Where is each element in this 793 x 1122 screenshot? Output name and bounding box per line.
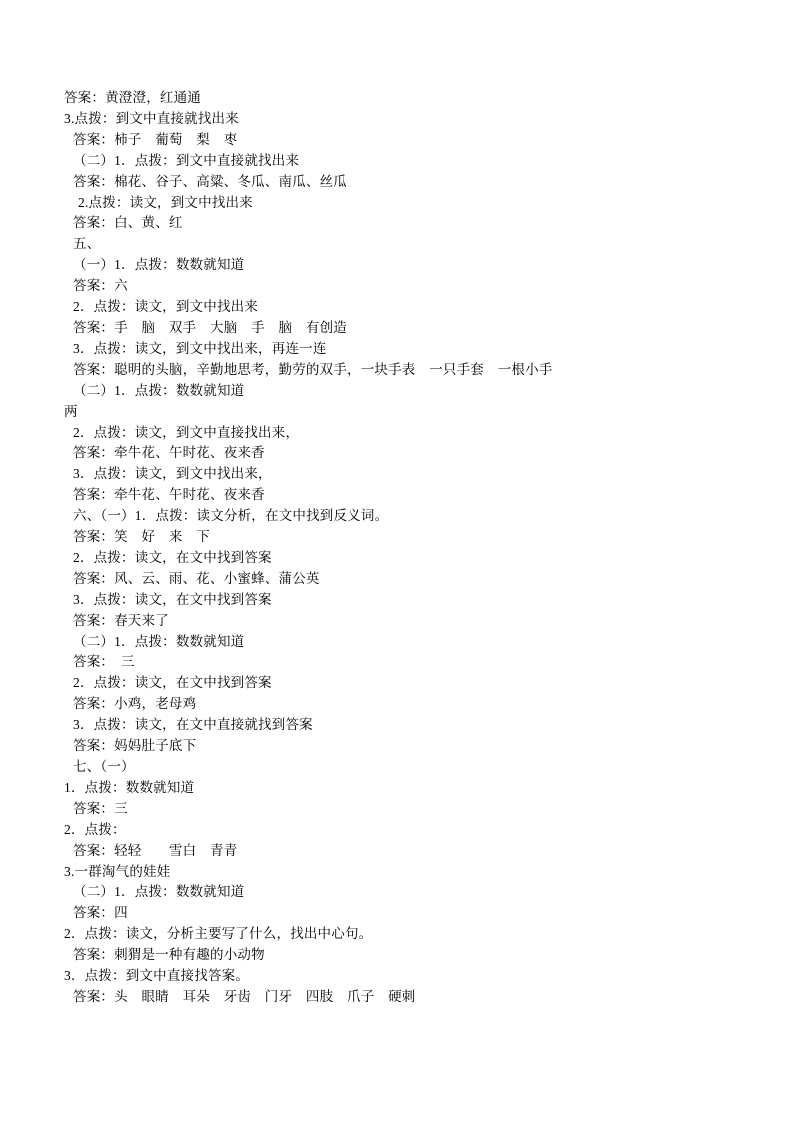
document-line: 答案：三 (73, 800, 128, 816)
document-line: 答案：小鸡，老母鸡 (73, 696, 197, 712)
document-line: 3．点拨：读文，在文中找到答案 (73, 591, 272, 607)
document-line: 2．点拨： (64, 821, 126, 837)
document-line: 答案：白、黄、红 (73, 215, 183, 231)
document-line: 答案：笑 好 来 下 (73, 529, 210, 545)
document-line: 1．点拨：数数就知道 (64, 779, 195, 795)
document-line: 答案： 三 (73, 654, 135, 670)
document-line: 答案：棉花、谷子、高粱、冬瓜、南瓜、丝瓜 (73, 173, 347, 189)
document-line: 3．点拨：读文，到文中找出来，再连一连 (73, 340, 327, 356)
document-line: 2．点拨：读文，在文中找到答案 (73, 675, 272, 691)
document-line: 答案：牵牛花、午时花、夜来香 (73, 487, 265, 503)
document-line: 答案：四 (73, 905, 128, 921)
document-text-body (64, 88, 729, 1008)
document-line: 答案：六 (73, 278, 128, 294)
document-line: 七、（一） (73, 759, 135, 774)
document-line: （二）1．点拨：数数就知道 (73, 884, 245, 900)
document-line: （二）1．点拨：到文中直接就找出来 (73, 152, 300, 168)
document-line: 2．点拨：读文，到文中直接找出来， (73, 424, 300, 440)
document-line: 3.点拨：到文中直接就找出来 (64, 110, 239, 126)
document-line: 两 (64, 403, 78, 419)
document-line: 答案：头 眼睛 耳朵 牙齿 门牙 四肢 爪子 硬刺 (73, 988, 416, 1004)
document-line: 2．点拨：读文，在文中找到答案 (73, 549, 272, 565)
document-line: 五、 (73, 236, 101, 252)
document-line: 六、（一）1．点拨：读文分析，在文中找到反义词。 (73, 508, 389, 524)
document-line: （二）1．点拨：数数就知道 (73, 382, 245, 398)
document-line: 答案：风、云、雨、花、小蜜蜂、蒲公英 (73, 570, 320, 586)
document-line: 3.一群淘气的娃娃 (64, 863, 171, 879)
document-line: （二）1．点拨：数数就知道 (73, 633, 245, 649)
document-line: 3．点拨：读文，在文中直接就找到答案 (73, 717, 313, 733)
document-line: 2．点拨：读文，分析主要写了什么，找出中心句。 (64, 926, 373, 942)
document-line: 答案：春天来了 (73, 612, 169, 628)
document-line: （一）1．点拨：数数就知道 (73, 257, 245, 273)
document-line: 3．点拨：读文，到文中找出来， (73, 466, 272, 482)
document-line: 答案：柿子 葡萄 梨 枣 (73, 131, 238, 147)
document-line: 答案：聪明的头脑，辛勤地思考，勤劳的双手，一块手表 一只手套 一根小手 (73, 361, 553, 377)
document-line: 答案：黄澄澄，红通通 (64, 90, 201, 105)
document-line: 答案：手 脑 双手 大脑 手 脑 有创造 (73, 319, 347, 335)
document-line: 2.点拨：读文，到文中找出来 (78, 194, 253, 210)
document-line: 答案：妈妈肚子底下 (73, 738, 197, 754)
document-line: 3．点拨：到文中直接找答案。 (64, 968, 250, 984)
document-line: 2．点拨：读文，到文中找出来 (73, 299, 259, 315)
document-line: 答案：轻轻 雪白 青青 (73, 842, 238, 858)
document-line: 答案：刺猬是一种有趣的小动物 (73, 947, 265, 963)
document-line: 答案：牵牛花、午时花、夜来香 (73, 445, 265, 461)
